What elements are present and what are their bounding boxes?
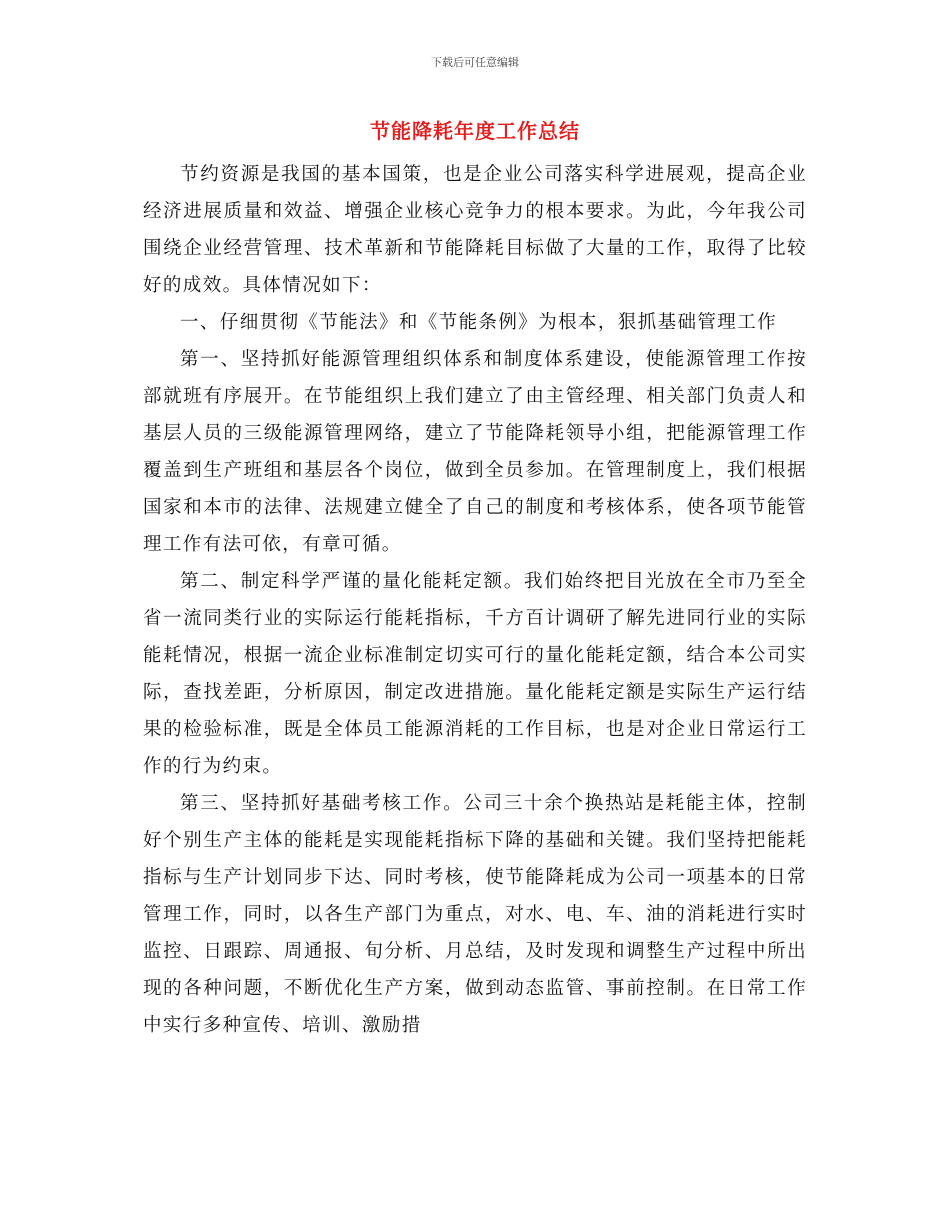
paragraph-third-point: 第三、坚持抓好基础考核工作。公司三十余个换热站是耗能主体，控制好个别生产主体的能耗是实现能耗指标下降的基础和关键。我们坚持把能耗指标与生产计划同步下达、同时考核，使节能降耗成为公司一项基本的日常管理工作，同时，以各生产部门为重点，对水、电、车、油的消耗进行实时监控、日跟踪、周通报、旬分析、月总结，及时发现和调整生产过程中所出现的各种问题，不断优化生产方案，做到动态监管、事前控制。在日常工作中实行多种宣传、培训、激励措 bbox=[143, 793, 807, 1036]
document-body bbox=[143, 156, 807, 1044]
paragraph-section-heading: 一、仔细贯彻《节能法》和《节能条例》为根本，狠抓基础管理工作 bbox=[180, 312, 778, 333]
paragraph-first-point: 第一、坚持抓好能源管理组织体系和制度体系建设，使能源管理工作按部就班有序展开。在节能组织上我们建立了由主管经理、相关部门负责人和基层人员的三级能源管理网络，建立了节能降耗领导小组，把能源管理工作覆盖到生产班组和基层各个岗位，做到全员参加。在管理制度上，我们根据国家和本市的法律、法规建立健全了自己的制度和考核体系，使各项节能管理工作有法可依，有章可循。 bbox=[143, 349, 807, 555]
header-note: 下载后可任意编辑 bbox=[431, 56, 519, 69]
paragraph-intro: 节约资源是我国的基本国策，也是企业公司落实科学进展观，提高企业经济进展质量和效益、增强企业核心竞争力的根本要求。为此，今年我公司围绕企业经营管理、技术革新和节能降耗目标做了大量的工作，取得了比较好的成效。具体情况如下： bbox=[143, 164, 807, 296]
paragraph-second-point: 第二、制定科学严谨的量化能耗定额。我们始终把目光放在全市乃至全省一流同类行业的实际运行能耗指标，千方百计调研了解先进同行业的实际能耗情况，根据一流企业标准制定切实可行的量化能耗定额，结合本公司实际，查找差距，分析原因，制定改进措施。量化能耗定额是实际生产运行结果的检验标准，既是全体员工能源消耗的工作目标，也是对企业日常运行工作的行为约束。 bbox=[143, 571, 807, 777]
document-title: 节能降耗年度工作总结 bbox=[370, 119, 580, 143]
